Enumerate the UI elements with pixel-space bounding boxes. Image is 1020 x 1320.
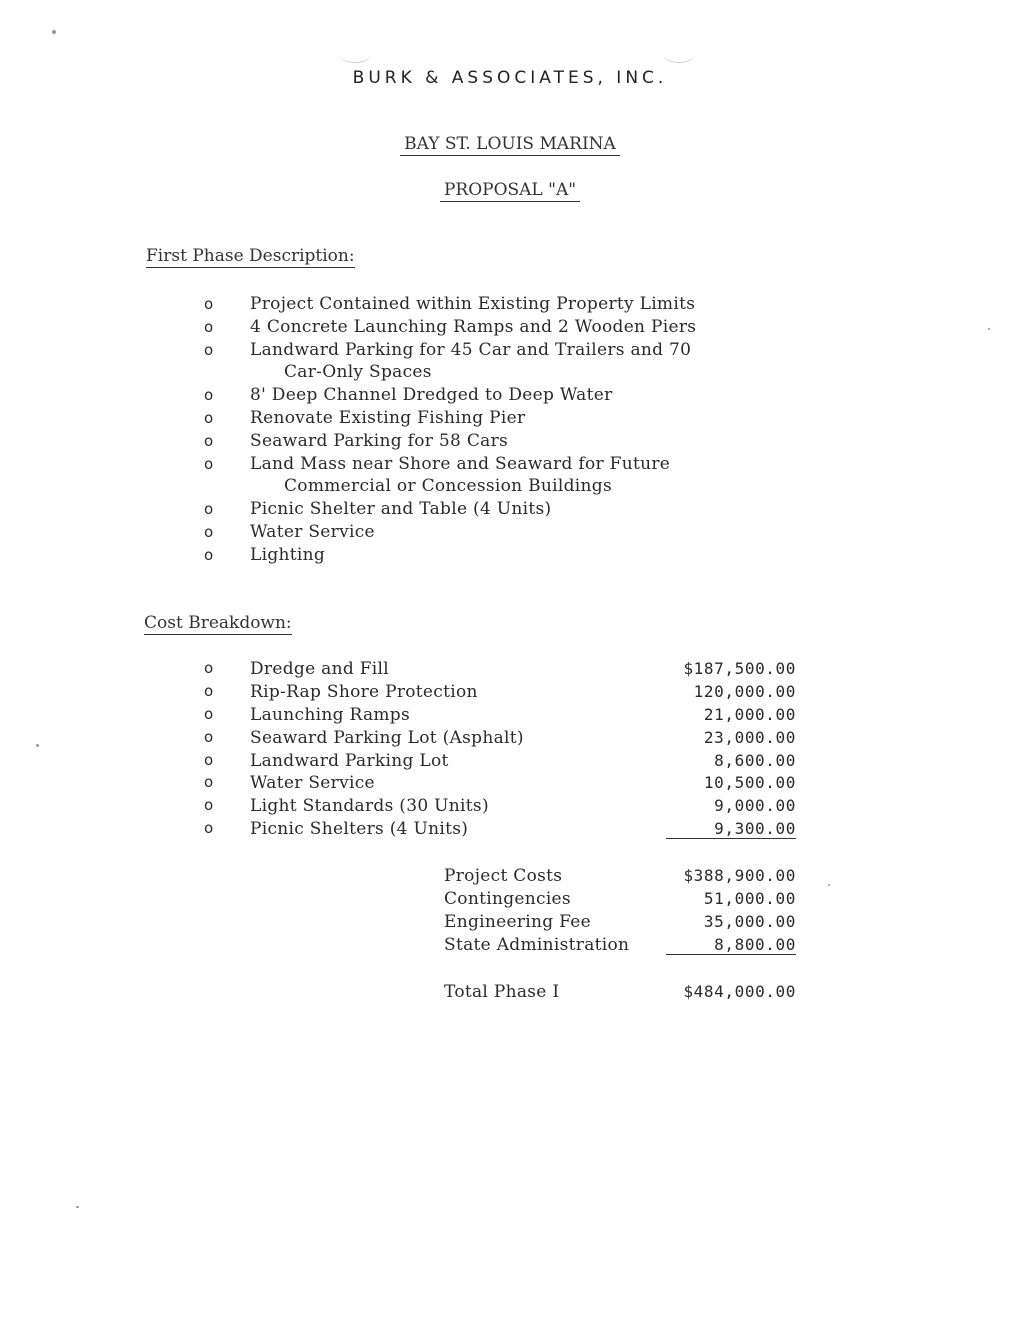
- paper-speck: [36, 744, 39, 747]
- bullet-marker: o: [204, 773, 214, 792]
- bullet-marker: o: [204, 681, 214, 700]
- list-item: [204, 521, 824, 544]
- summary-amount: 8,800.00: [666, 935, 796, 955]
- cost-label: Launching Ramps: [250, 704, 411, 725]
- list-item-text: Lighting: [250, 544, 326, 565]
- bullet-marker: o: [204, 317, 214, 336]
- first-phase-heading: First Phase Description:: [146, 246, 355, 266]
- list-item-text: Seaward Parking for 58 Cars: [250, 430, 509, 451]
- cost-row: [204, 796, 796, 819]
- bullet-marker: o: [204, 659, 214, 677]
- list-item-continuation: Car-Only Spaces: [284, 362, 432, 383]
- cost-breakdown-heading: Cost Breakdown:: [144, 613, 292, 633]
- cost-amount: $187,500.00: [683, 659, 796, 678]
- summary-row: [444, 866, 796, 889]
- list-item: [204, 316, 824, 339]
- cost-amount: 8,600.00: [714, 750, 796, 770]
- list-item-text: Land Mass near Shore and Seaward for Future: [250, 453, 671, 474]
- bullet-marker: o: [204, 704, 214, 723]
- bullet-marker: o: [204, 500, 214, 519]
- cost-row: [204, 751, 796, 774]
- cost-summary: [444, 866, 796, 958]
- total-label: Total Phase I: [444, 982, 560, 1002]
- bullet-marker: o: [204, 340, 214, 359]
- bullet-marker: o: [204, 386, 214, 405]
- cost-breakdown-list: [204, 659, 796, 842]
- bullet-marker: o: [204, 796, 214, 815]
- summary-amount: 51,000.00: [703, 889, 796, 908]
- cost-row: [204, 659, 796, 682]
- paper-speck: [988, 328, 990, 330]
- cost-label: Rip-Rap Shore Protection: [250, 681, 478, 702]
- total-amount: $484,000.00: [683, 982, 796, 1001]
- list-item: [204, 498, 824, 521]
- summary-row: [444, 912, 796, 935]
- cost-amount: 9,000.00: [714, 796, 796, 816]
- cost-row: [204, 773, 796, 796]
- summary-label: Contingencies: [444, 889, 571, 909]
- cost-label: Light Standards (30 Units): [250, 796, 489, 817]
- bullet-marker: o: [204, 454, 214, 473]
- bullet-marker: o: [204, 522, 214, 541]
- cost-label: Water Service: [250, 773, 375, 794]
- list-item: [204, 430, 824, 453]
- list-item: [204, 384, 824, 407]
- cost-amount: 10,500.00: [703, 773, 796, 793]
- project-title: BAY ST. LOUIS MARINA: [0, 134, 1020, 154]
- bullet-marker: o: [204, 408, 214, 427]
- punch-mark: [340, 48, 370, 63]
- total-row: [444, 982, 796, 1005]
- list-item-text: 4 Concrete Launching Ramps and 2 Wooden Piers: [250, 316, 697, 337]
- cost-row: [204, 705, 796, 728]
- first-phase-list: [204, 293, 824, 567]
- cost-label: Seaward Parking Lot (Asphalt): [250, 727, 524, 748]
- list-item-text: Water Service: [250, 521, 375, 542]
- cost-label: Landward Parking Lot: [250, 750, 449, 771]
- list-item: [204, 544, 824, 567]
- paper-speck: [828, 884, 830, 886]
- list-item-continuation: Commercial or Concession Buildings: [284, 476, 613, 497]
- letterhead: BURK & ASSOCIATES, INC.: [352, 68, 668, 88]
- list-item: [204, 453, 824, 499]
- list-item: [204, 407, 824, 430]
- cost-amount: 120,000.00: [693, 681, 796, 701]
- summary-label: Engineering Fee: [444, 912, 592, 932]
- summary-amount: $388,900.00: [683, 866, 796, 885]
- summary-row: [444, 935, 796, 958]
- summary-label: State Administration: [444, 935, 630, 955]
- cost-amount: 9,300.00: [666, 819, 796, 839]
- bullet-marker: o: [204, 295, 214, 313]
- bullet-marker: o: [204, 727, 214, 746]
- summary-amount: 35,000.00: [703, 912, 796, 931]
- list-item: [204, 293, 824, 316]
- summary-row: [444, 889, 796, 912]
- list-item-text: Picnic Shelter and Table (4 Units): [250, 499, 552, 520]
- cost-row: [204, 728, 796, 751]
- paper-speck: [76, 1206, 79, 1208]
- list-item-text: Project Contained within Existing Property Limits: [250, 294, 696, 314]
- bullet-marker: o: [204, 819, 214, 838]
- list-item-text: Landward Parking for 45 Car and Trailers and 70: [250, 339, 692, 360]
- cost-row: [204, 682, 796, 705]
- cost-label: Dredge and Fill: [250, 659, 390, 679]
- bullet-marker: o: [204, 431, 214, 450]
- proposal-title: PROPOSAL "A": [0, 180, 1020, 200]
- cost-label: Picnic Shelters (4 Units): [250, 819, 469, 840]
- summary-label: Project Costs: [444, 866, 563, 886]
- bullet-marker: o: [204, 545, 214, 564]
- bullet-marker: o: [204, 750, 214, 769]
- list-item-text: Renovate Existing Fishing Pier: [250, 407, 526, 428]
- paper-speck: [52, 30, 56, 34]
- cost-row: [204, 819, 796, 842]
- list-item-text: 8' Deep Channel Dredged to Deep Water: [250, 385, 613, 406]
- list-item: [204, 339, 824, 385]
- cost-amount: 23,000.00: [703, 727, 796, 747]
- cost-amount: 21,000.00: [703, 704, 796, 724]
- punch-mark: [664, 48, 694, 63]
